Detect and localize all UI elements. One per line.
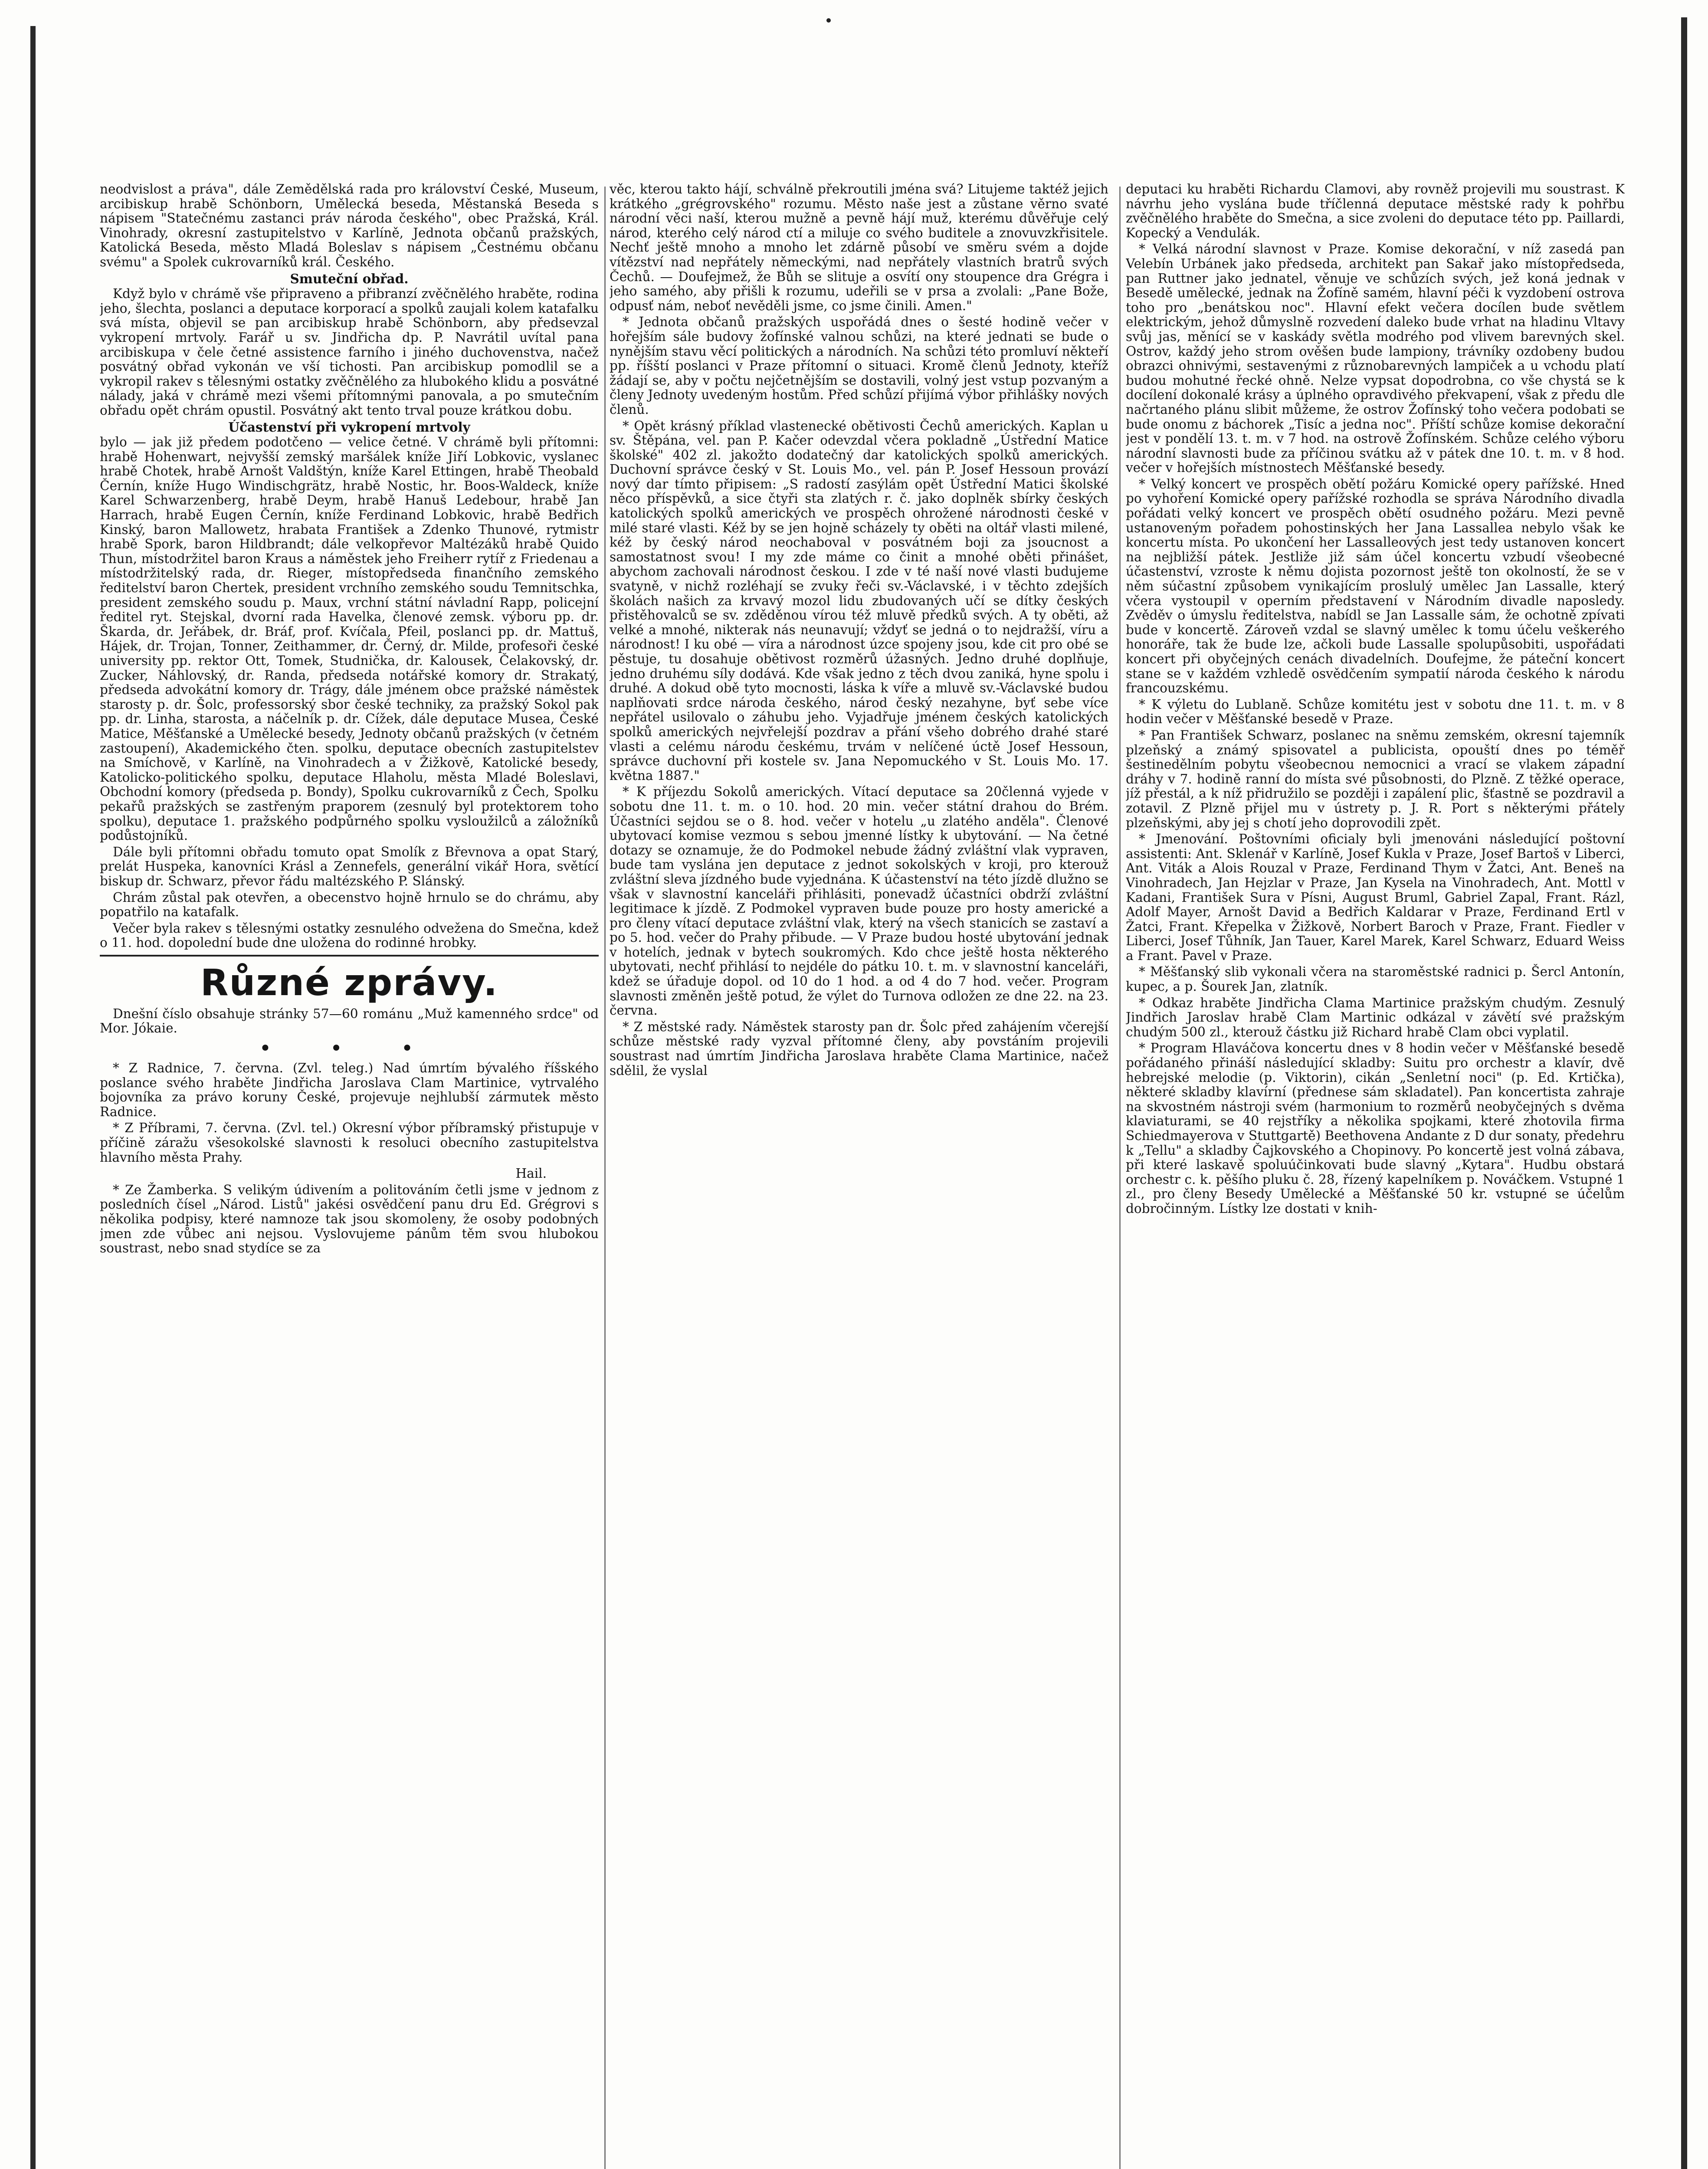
divider	[100, 955, 599, 957]
print-mark	[826, 18, 831, 23]
news-item: * Velký koncert ve prospěch obětí požáru Komické opery pařížské. Hned po vyhoření Komické opery pařížské rozhodla se správa Národního divadla pořádati velký koncert ve prospěch obětí osudného požáru. Mezi pevně ustanoveným pořadem pohostinských her Jana Lassallea nebylo však ke koncertu místa. Po ukončení her Lassalleových jest tedy ustanoven koncert na nejbližší pátek. Jestliže již sám účel koncertu vzbudí všeobecné účastenství, vzroste k němu dojista pozornost ještě ton okolností, že se v něm súčastní způsobem vynikajícím proslulý umělec Jan Lassalle, který včera vystoupil v operním představení v Národním divadle naposledy. Zvěděv o úmyslu ředitelstva, nabídl se Jan Lassalle sám, že ochotně zpívati bude v koncertě. Zároveň vzdal se slavný umělec k tomu účelu veškerého honoráře, tak že bude lze, ačkoli bude Lassalle spolupůsobiti, uspořádati koncert při obyčejných cenách divadelních. Doufejme, že páteční koncert stane se v každém vzhledě osvědčením sympatií národa českého k národu francouzskému.	[1126, 476, 1625, 696]
section-title: Různé zprávy.	[200, 961, 498, 1004]
section-heading: Smuteční obřad.	[290, 271, 409, 286]
news-item: * Opět krásný příklad vlastenecké obětivosti Čechů amerických. Kaplan u sv. Štěpána, vel. pan P. Kačer odevzdal včera pokladně „Ústřední Matice školské" 402 zl. jakožto dodatečný dar katolických spolků amerických. Duchovní správce český v St. Louis Mo., vel. pán P. Josef Hessoun provází nový dar tímto připisem: „S radostí zasýlám opět Ústřední Matici školské něco příspěvků, a sice čtyři sta zlatých r. č. jako doplněk sbírky českých katolických spolků amerických ve prospěch ohrožené národnosti české v milé staré vlasti. Kéž by se jen hojně scházely ty oběti na oltář vlasti milené, kéž by český národ neochaboval v posvátném boji za jsoucnost a samostatnost svou! I my zde máme co činit a mnohé oběti přinášet, abychom zachovali národnost českou. I zde v té naší nové vlasti budujeme svatyně, v nichž rozléhají se zvuky řeči sv.-Václavské, i v těchto zdejších školách našich za krvavý mozol lidu zbudovaných učí se dítky českých přistěhovalců se sv. zděděnou vírou též mluvě předků svých. A ty oběti, až velké a mnohé, nikterak nás neunavují; vždyť se jedná o to nejdražší, víru a národnost! I ku obé — víra a národnost úzce spojeny jsou, kde cit pro obé se pěstuje, tu dosahuje obětivost rozměrů úžasných. Jedno druhé doplňuje, jedno druhému síly dodává. Kde však jedno z těch dvou zaniká, hyne spolu i druhé. A dokud obě tyto mocnosti, láska k víře a mluvě sv.-Václavské budou naplňovati srdce národa českého, národ český nezahyne, byť sebe více nepřátel usilovalo o záhubu jeho. Vyjadřuje jménem českých katolických spolků amerických nejvřelejší pozdrav a přání všeho dobrého drahé staré vlasti a celému národu českému, trvám v nelíčené úctě Josef Hessoun, správce duchovní při kostele sv. Jana Nepomuckého v St. Louis Mo. 17. května 1887."	[610, 418, 1108, 783]
news-item: * Z Radnice, 7. června. (Zvl. teleg.) Nad úmrtím bývalého říšského poslance svého hraběte Jindřicha Jaroslava Clam Martinice, vytrvalého bojovníka za právo koruny České, projevuje nejhlubší zármutek město Radnice.	[100, 1061, 599, 1119]
news-item: * Program Hlaváčova koncertu dnes v 8 hodin večer v Měšťanské besedě pořádaného přináší následující skladby: Suitu pro orchestr a klavír, dvě hebrejské melodie (p. Viktorin), cikán „Senletní noci" (p. Ed. Krtička), některé skladby klavírní (přednese sám skladatel). Pan koncertista zahraje na skvostném nástroji svém (harmonium to rozměrů neobyčejných s dvěma klaviaturami, se 40 rejstříky a několika spojkami, které zhotovila firma Schiedmayerova v Stuttgartě) Beethovena Andante z D dur sonaty, předehru k „Tellu" a skladby Čajkovského a Chopinovy. Po koncertě jest volná zábava, při které laskavě spoluúčinkovati bude slavný „Kytara". Hudbu obstará orchestr c. k. pěšího pluku č. 28, řízený kapelníkem p. Nováčkem. Vstupné 1 zl., pro členy Besedy Umělecké a Měšťanské 50 kr. vstupné se účelům dobročinným. Lístky lze dostati v knih-	[1126, 1041, 1625, 1216]
paragraph: Chrám zůstal pak otevřen, a obecenstvo hojně hrnulo se do chrámu, aby popatřilo na katafalk.	[100, 890, 599, 920]
news-item: * Ze Žamberka. S velikým údivením a politováním četli jsme v jednom z posledních čísel „Národ. Listů" jakési osvědčení panu dru Ed. Grégrovi s několika podpisy, které namnoze tak jsou skomoleny, že osoby podobných jmen zde vůbec ani nejsou. Vyslovujeme pánům těm svou hlubokou soustrast, nebo snad stydíce se za	[100, 1182, 599, 1256]
section-heading: Účastenství při vykropení mrtvoly	[228, 419, 470, 435]
paragraph: věc, kterou takto hájí, schválně překroutili jména svá? Litujeme taktéž jejich krátkého „grégrovského" rozumu. Město naše jest a zůstane věrno svaté národní věci naší, kterou mužně a pevně hájí muž, kterému důvěřuje celý národ, kterého celý národ ctí a miluje co svého buditele a znovuvzkřisitele. Nechť ještě mnoho a mnoho let zdárně působí ve směru svém a dojde vítězství nad nepřátely německými, nad nepřátely vlastních bratrů svých Čechů. — Doufejmež, že Bůh se slituje a osvítí ony stoupence dra Grégra i jeho samého, aby přišli k rozumu, udeřili se v prsa a zvolali: „Pane Bože, odpusť nám, neboť nevěděli jsme, co jsme činili. Amen."	[610, 182, 1108, 313]
news-item: * K výletu do Lublaně. Schůze komitétu jest v sobotu dne 11. t. m. v 8 hodin večer v Měšťanské besedě v Praze.	[1126, 697, 1625, 727]
page-edge-left	[30, 26, 36, 2169]
signature: Hail.	[515, 1166, 547, 1181]
separator-dots: • • •	[259, 1036, 439, 1061]
column-2	[610, 182, 1108, 2169]
paragraph: deputaci ku hraběti Richardu Clamovi, aby rovněž projevili mu soustrast. K návrhu jeho vyslána bude tříčlenná deputace městské rady k pohřbu zvěčnělého hraběte do Smečna, a sice zvoleni do deputace této pp. Paillardi, Kopecký a Vendulák.	[1126, 182, 1625, 240]
news-item: * Měšťanský slib vykonali včera na staroměstské radnici p. Šercl Antonín, kupec, a p. Šourek Jan, zlatník.	[1126, 964, 1625, 994]
column-3	[1126, 182, 1625, 2169]
news-item: * Z Příbrami, 7. června. (Zvl. tel.) Okresní výbor příbramský přistupuje v příčině záražu všesokolské slavnosti k resoluci obecního zastupitelstva hlavního města Prahy.	[100, 1121, 599, 1165]
news-item: * Velká národní slavnost v Praze. Komise dekorační, v níž zasedá pan Velebín Urbánek jako předseda, architekt pan Sakař jako místopředseda, pan Ruttner jako jednatel, věnuje ve schůzích svých, jež koná jednak v Besedě umělecké, jednak na Žofíně samém, hlavní péči k vyzdobení ostrova toho pro „benátskou noc". Hlavní efekt večera docílen bude světlem elektrickým, jehož důmyslně rozvedení daleko bude vrhat na hladinu Vltavy svůj jas, měnící se v kaskády světla modrého pod vlivem barevných skel. Ostrov, každý jeho strom ověšen bude lampiony, trávníky ozdobeny budou obrazci ohnivými, sestavenými z různobarevných lampiček a u vchodu platí budou mohutné řecké ohně. Nelze vypsat dopodrobna, co vše chystá se k docílení dokonalé krásy a úplného opravdivého překvapení, však z předu dle načrtaného plánu slibit můžeme, že ostrov Žofínský toho večera podobati se bude onomu z báchorek „Tisíc a jedna noc". Příští schůze komise dekorační jest v pondělí 13. t. m. v 7 hod. na ostrově Žofínském. Schůze celého výboru národní slavnosti bude za příčinou svátku až v pátek dne 10. t. m. v 8 hod. večer v hořejších místnostech Měšťanské besedy.	[1126, 242, 1625, 475]
news-item: * Odkaz hraběte Jindřicha Clama Martinice pražským chudým. Zesnulý Jindřich Jaroslav hrabě Clam Martinic odkázal v závětí své pražským chudým 500 zl., kterouž částku již Richard hrabě Clam obci vyplatil.	[1126, 995, 1625, 1039]
column-rule	[1119, 187, 1121, 2169]
news-item: * Pan František Schwarz, poslanec na sněmu zemském, okresní tajemník plzeňský a známý spisovatel a publicista, opouští dnes po téměř šestinedělním pobytu všeobecnou nemocnici a vrací se vlakem západní dráhy v 7. hodině ranní do místa své působnosti, do Plzně. Z těžké operace, jíž přestál, a k níž přidružilo se později i zapálení plic, šťastně se pozdravil a zotavil. Z Plzně přijel mu v ústrety p. J. R. Port s některými přátely plzeňskými, aby jej s chotí jeho doprovodili zpět.	[1126, 727, 1625, 830]
news-item: * K příjezdu Sokolů amerických. Vítací deputace sa 20členná vyjede v sobotu dne 11. t. m. o 10. hod. 20 min. večer státní drahou do Brém. Účastníci sejdou se o 8. hod. večer v hotelu „u zlatého anděla". Členové ubytovací komise vezmou s sebou jmenné lístky k ubytování. — Na četné dotazy se oznamuje, že do Podmokel nebude žádný zvláštní vlak vypraven, bude tam vyslána jen deputace z jednot sokolských v kroji, pro kterouž zvláštní sleva jízdného bude vyjednána. K účastenství na této jízdě dlužno se však v slavnostní kanceláři přihlásiti, ponevadž účastníci obdrží zvláštní legitimace k jízdě. Z Podmokel vypraven bude pouze pro hosty americké a pro členy vítací deputace zvláštní vlak, který na všech stanicích se zastaví a po 5. hod. večer do Prahy přibude. — V Praze budou hosté ubytování jednak v hotelích, jednak v bytech soukromých. Kdo chce ještě hosta některého ubytovati, nechť přihlásí to nejdéle do pátku 10. t. m. v slavnostní kanceláři, kdež se úřaduje dopol. od 10 do 1 hod. a od 4 do 7 hod. večer. Program slavnosti změněn ještě potud, že výlet do Turnova odložen ze dne 22. na 23. června.	[610, 784, 1108, 1018]
news-item: * Z městské rady. Náměstek starosty pan dr. Šolc před zahájením včerejší schůze městské rady vyzval přítomné členy, aby povstáním projevili soustrast nad úmrtím Jindřicha Jaroslava hraběte Clama Martinice, načež sdělil, že vyslal	[610, 1019, 1108, 1078]
news-item: * Jmenování. Poštovními oficialy byli jmenováni následující poštovní assistenti: Ant. Sklenář v Karlíně, Josef Kukla v Praze, Josef Bartoš v Liberci, Ant. Viták a Alois Rouzal v Praze, Ferdinand Thym v Žatci, Ant. Beneš na Vinohradech, Jan Hejzlar v Praze, Jan Kysela na Vinohradech, Ant. Mottl v Kadani, František Sura v Písni, August Bruml, Gabriel Zapal, Frant. Rázl, Adolf Mayer, Arnošt David a Bedřich Kaldarar v Praze, Ferdinand Ertl v Žatci, Frant. Křepelka v Žižkově, Norbert Baroch v Praze, Frant. Fiedler v Liberci, Josef Tůhník, Jan Tauer, Karel Marek, Karel Schwarz, Eduard Weiss a Frant. Pavel v Praze.	[1126, 832, 1625, 963]
paragraph: Večer byla rakev s tělesnými ostatky zesnulého odvežena do Smečna, kdež o 11. hod. dopolední bude dne uložena do rodinné hrobky.	[100, 921, 599, 950]
page-edge-right	[1681, 17, 1687, 2169]
column-rule	[604, 187, 606, 2169]
paragraph: Když bylo v chrámě vše připraveno a přibranzí zvěčnělého hraběte, rodina jeho, šlechta, poslanci a deputace korporací a spolků zaujali kolem katafalku svá místa, objevil se pan arcibiskup hrabě Schönborn, aby předsevzal vykropení mrtvoly. Farář u sv. Jindřicha dp. P. Navrátil uvítal pana arcibiskupa v čele četné assistence farního i jiného duchovenstva, načež posvátný obřad vykonán ve vší tichosti. Pan arcibiskup pomodlil se a vykropil rakev s tělesnými ostatky zvěčnělého za hlubokého klidu a posvátné nálady, jaká v chrámě mezi všemi přítomnými panovala, a po smutečním obřadu opět chrám opustil. Posvátný akt tento trval pouze krátkou dobu.	[100, 286, 599, 418]
paragraph: Dále byli přítomni obřadu tomuto opat Smolík z Břevnova a opat Starý, prelát Huspeka, kanovníci Krásl a Zennefels, generální vikář Hora, světící biskup dr. Schwarz, převor řádu maltézského P. Slánský.	[100, 844, 599, 888]
paragraph: Dnešní číslo obsahuje stránky 57—60 románu „Muž kamenného srdce" od Mor. Jókaie.	[100, 1006, 599, 1036]
column-1	[100, 182, 599, 2169]
news-item: * Jednota občanů pražských uspořádá dnes o šesté hodině večer v hořejším sále budovy žofínské valnou schůzi, na které jednati se bude o nynějším stavu věcí politických a národních. Na schůzi této promluví někteří pp. říšští poslanci v Praze přítomní o situaci. Kromě členů Jednoty, kteříž žádají se, aby v počtu nejčetnějším se dostavili, volný jest vstup pozvaným a členy Jednoty uvedeným hostům. Před schůzí přijímá výbor přihlášky nových členů.	[610, 315, 1108, 417]
paragraph: bylo — jak již předem podotčeno — velice četné. V chrámě byli přítomni: hrabě Hohenwart, nejvyšší zemský maršálek kníže Jiří Lobkovic, vyslanec hrabě Chotek, hrabě Arnošt Valdštýn, kníže Karel Ettingen, hrabě Theobald Černín, kníže Hugo Windischgrätz, hrabě Nostic, hr. Boos-Waldeck, kníže Karel Schwarzenberg, hrabě Deym, hrabě Hanuš Ledebour, hrabě Jan Harrach, hrabě Eugen Černín, kníže Ferdinand Lobkovic, hrabě Bedřich Kinský, baron Mallowetz, hrabata František a Zdenko Thunové, rytmistr hrabě Spork, baron Hildbrandt; dále velkopřevor Maltézáků hrabě Quido Thun, místodržitel baron Kraus a náměstek jeho Freiherr rytíř z Friedenau a místodržitelský rada, dr. Rieger, místopředseda finančního zemského ředitelství baron Chertek, president vrchního zemského soudu Temnitschka, president zemského soudu p. Maux, vrchní státní návladní Rapp, policejní ředitel ryt. Stejskal, dvorní rada Havelka, členové zemsk. výboru pp. dr. Škarda, dr. Jeřábek, dr. Bráf, prof. Kvíčala, Pfeil, poslanci pp. dr. Mattuš, Hájek, dr. Trojan, Tonner, Zeithammer, dr. Černý, dr. Milde, profesoři české university pp. rektor Ott, Tomek, Studnička, dr. Kalousek, Čelakovský, dr. Zucker, Náhlovský, dr. Randa, předseda notářské komory dr. Strakatý, předseda advokátní komory dr. Trágy, dále jménem obce pražské náměstek starosty p. dr. Šolc, professorský sbor české techniky, za pražský Sokol pak pp. dr. Linha, starosta, a náčelník p. dr. Cížek, dále deputace Musea, České Matice, Měšťanské a Umělecké besedy, Jednoty občanů pražských (v četném zastoupení), Akademického čten. spolku, deputace obecních zastupitelstev na Smíchově, v Karlíně, na Vinohradech a v Žižkově, Katolické besedy, Katolicko-politického spolku, deputace Hlaholu, města Mladé Boleslavi, Obchodní komory (předseda p. Bondy), Spolku cukrovarníků z Čech, Spolku pekařů pražských se zastřeným praporem (zesnulý byl protektorem toho spolku), deputace 1. pražského podpůrného spolku vysloužilců a záložníků podůstojníků.	[100, 435, 599, 843]
paragraph: neodvislost a práva", dále Zemědělská rada pro království České, Museum, arcibiskup hrabě Schönborn, Umělecká beseda, Městanská Beseda s nápisem "Statečnému zastanci práv národa českého", obec Pražská, Král. Vinohrady, okresní zastupitelstvo v Karlíně, Jednota občanů pražských, Katolická Beseda, město Mladá Boleslav s nápisem „Čestnému občanu svému" a Spolek cukrovarníků král. Českého.	[100, 182, 599, 269]
